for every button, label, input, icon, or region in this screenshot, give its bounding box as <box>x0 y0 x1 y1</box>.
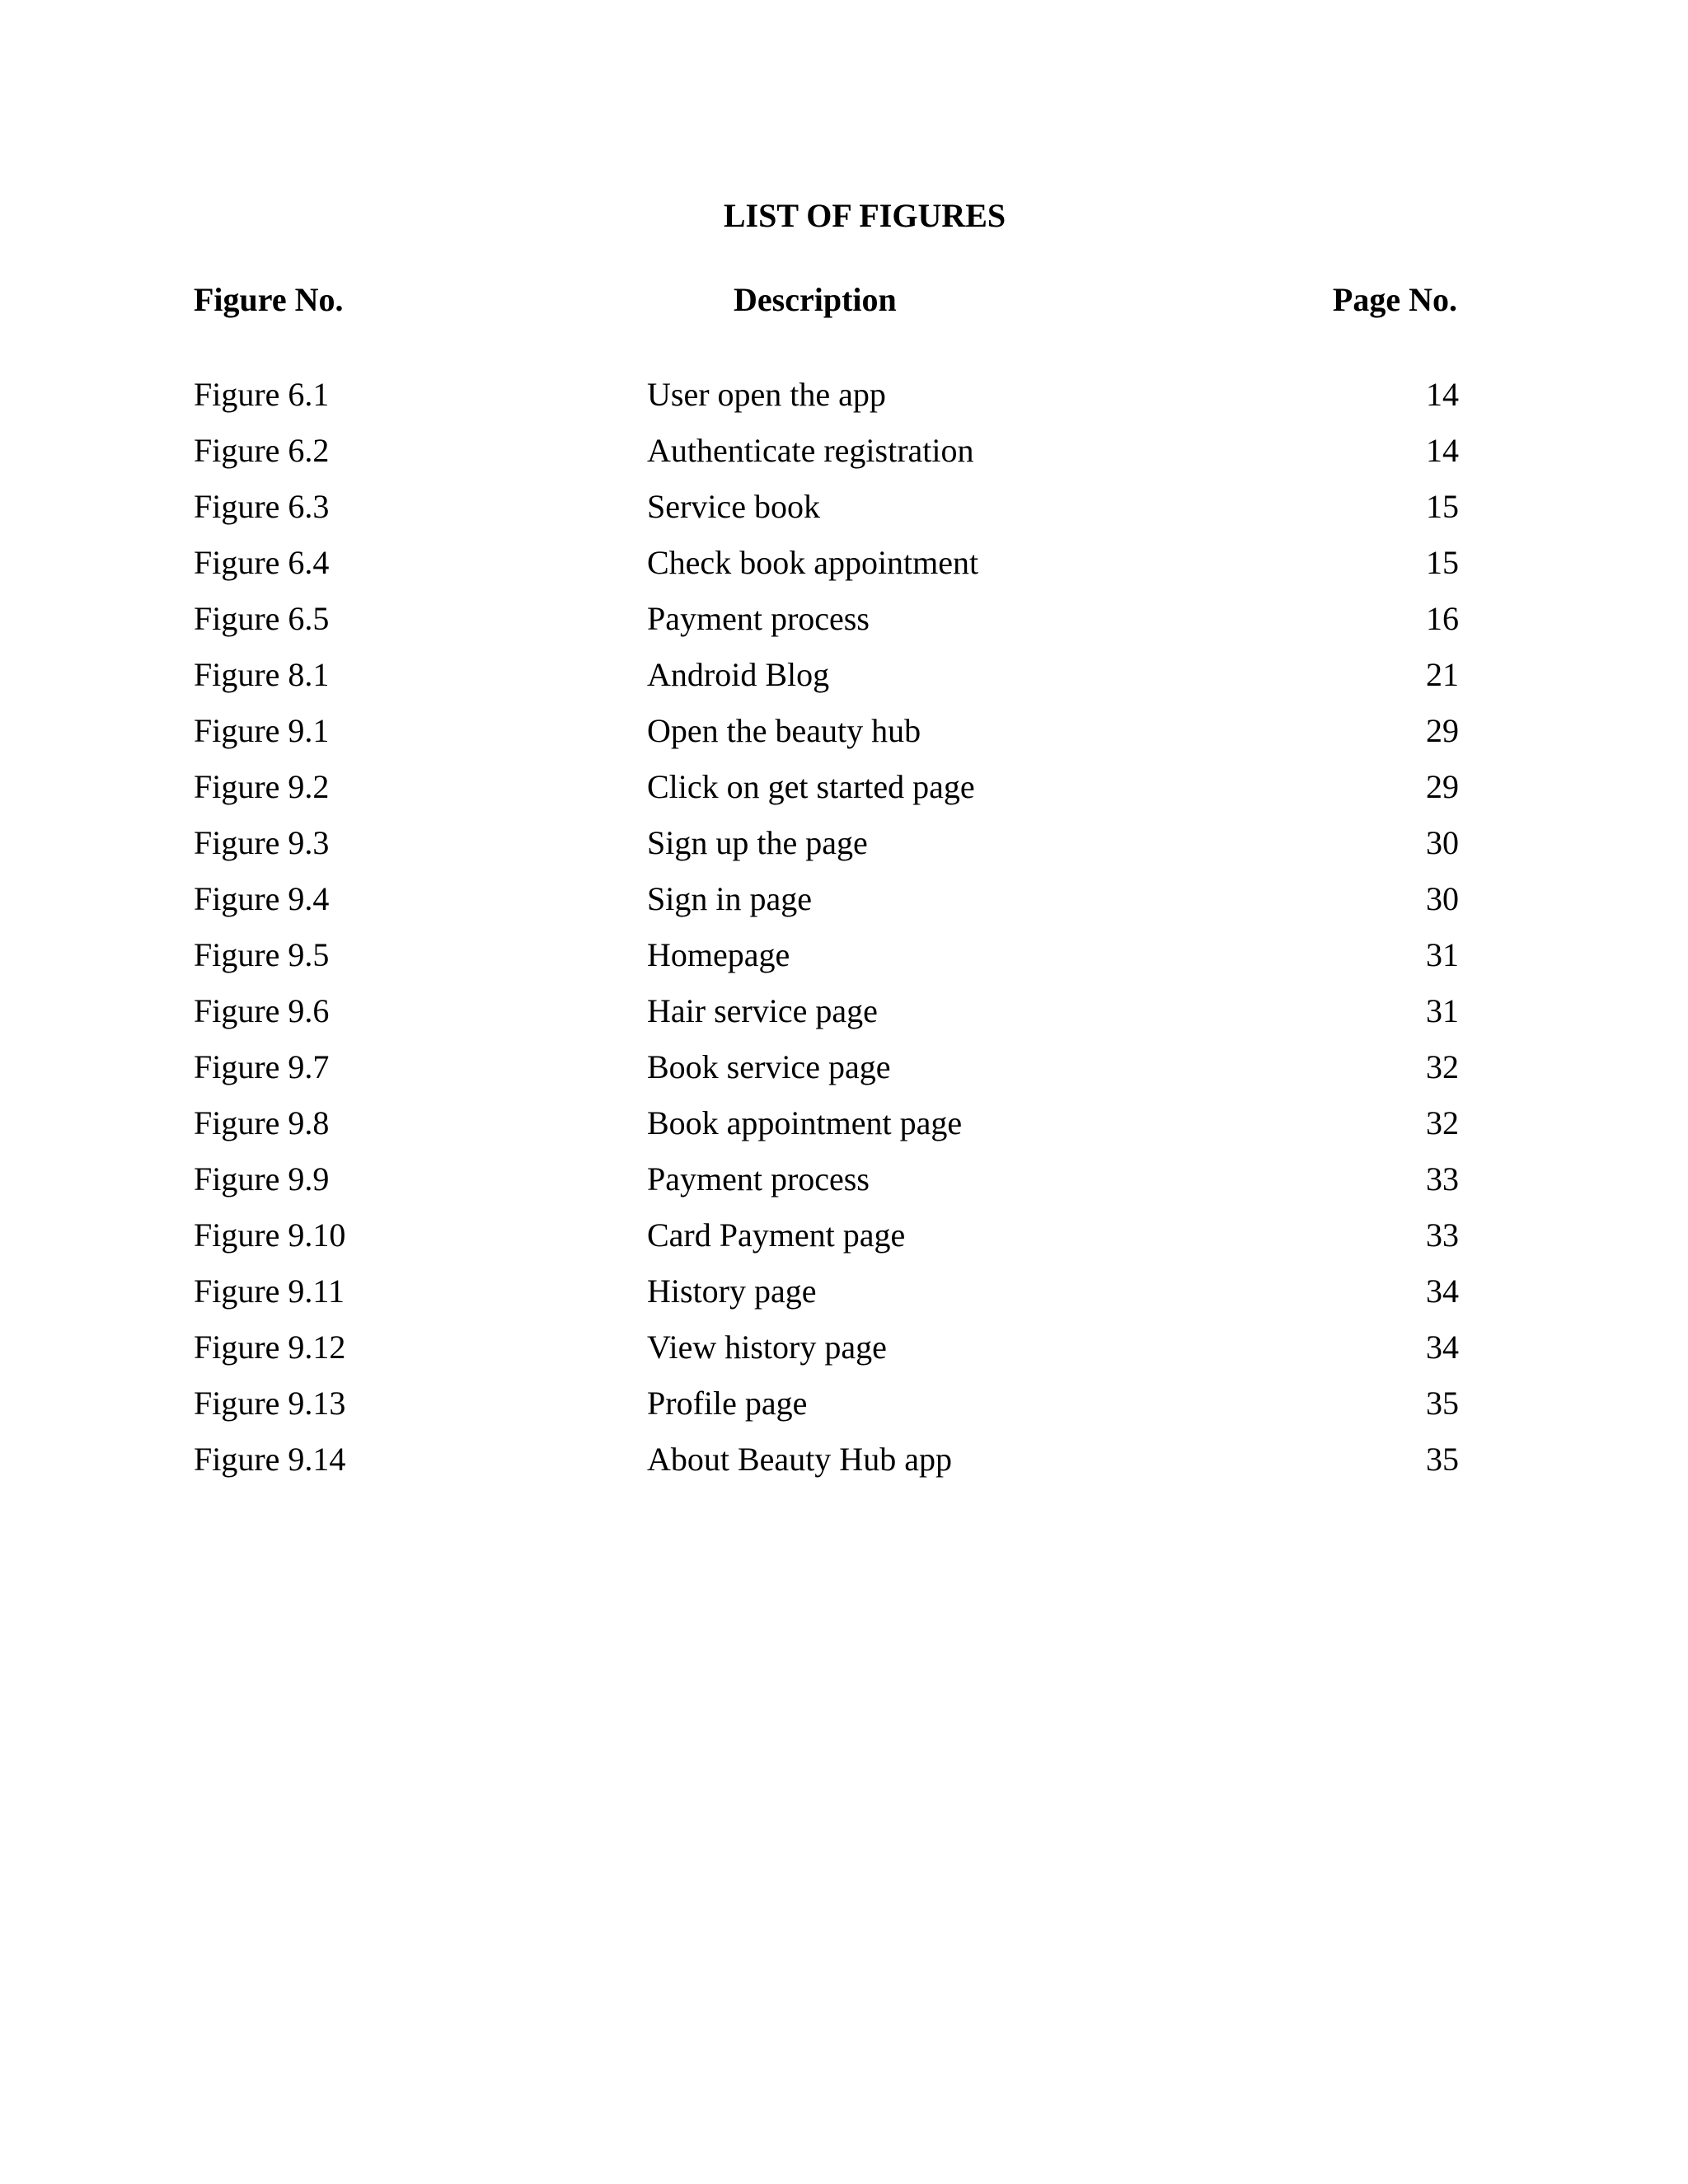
figure-description: Card Payment page <box>647 1216 906 1254</box>
figure-description: Android Blog <box>647 656 830 693</box>
list-item <box>0 1214 1688 1270</box>
page-number: 35 <box>1426 1441 1459 1478</box>
figure-number: Figure 9.3 <box>194 824 330 861</box>
page-number: 14 <box>1426 432 1459 469</box>
figure-number: Figure 9.14 <box>194 1441 346 1478</box>
figure-number: Figure 6.2 <box>194 432 330 469</box>
figure-description: Service book <box>647 488 820 525</box>
page-number: 31 <box>1426 992 1459 1029</box>
page-number: 15 <box>1426 488 1459 525</box>
figure-number: Figure 9.2 <box>194 768 330 805</box>
list-item <box>0 1382 1688 1438</box>
page-number: 33 <box>1426 1216 1459 1254</box>
figure-number: Figure 9.1 <box>194 712 330 749</box>
figure-number: Figure 9.4 <box>194 880 330 917</box>
figure-list <box>0 373 1688 1494</box>
figure-number: Figure 9.9 <box>194 1160 330 1197</box>
list-item <box>0 598 1688 654</box>
figure-description: Sign up the page <box>647 824 868 861</box>
figure-number: Figure 9.12 <box>194 1329 346 1366</box>
figure-number: Figure 9.7 <box>194 1048 330 1085</box>
figure-description: Book appointment page <box>647 1104 963 1141</box>
page-number: 35 <box>1426 1385 1459 1422</box>
list-item <box>0 485 1688 541</box>
figure-description: Profile page <box>647 1385 808 1422</box>
figure-number: Figure 8.1 <box>194 656 330 693</box>
figure-description: Hair service page <box>647 992 878 1029</box>
figure-number: Figure 9.11 <box>194 1272 345 1310</box>
list-item <box>0 1102 1688 1158</box>
figure-description: Book service page <box>647 1048 891 1085</box>
list-item <box>0 990 1688 1046</box>
list-item <box>0 878 1688 934</box>
figure-description: Open the beauty hub <box>647 712 921 749</box>
figure-number: Figure 9.5 <box>194 936 330 973</box>
page-number: 30 <box>1426 880 1459 917</box>
figure-description: User open the app <box>647 376 886 413</box>
figure-number: Figure 6.1 <box>194 376 330 413</box>
page-number: 30 <box>1426 824 1459 861</box>
header-description: Description <box>734 281 897 318</box>
page-number: 21 <box>1426 656 1459 693</box>
page-number: 14 <box>1426 376 1459 413</box>
list-item <box>0 429 1688 485</box>
page-number: 31 <box>1426 936 1459 973</box>
figure-description: History page <box>647 1272 817 1310</box>
figure-number: Figure 9.8 <box>194 1104 330 1141</box>
header-figure-no: Figure No. <box>194 281 344 318</box>
figure-description: Payment process <box>647 600 870 637</box>
page-number: 32 <box>1426 1048 1459 1085</box>
figure-description: Homepage <box>647 936 790 973</box>
list-item <box>0 1046 1688 1102</box>
list-item <box>0 541 1688 598</box>
list-item <box>0 654 1688 710</box>
list-item <box>0 1326 1688 1382</box>
list-item <box>0 1270 1688 1326</box>
page-number: 33 <box>1426 1160 1459 1197</box>
list-item <box>0 1438 1688 1494</box>
page-number: 29 <box>1426 712 1459 749</box>
figure-number: Figure 6.5 <box>194 600 330 637</box>
list-item <box>0 766 1688 822</box>
header-page-no: Page No. <box>1332 281 1457 318</box>
page-number: 34 <box>1426 1272 1459 1310</box>
page-number: 16 <box>1426 600 1459 637</box>
page-title: LIST OF FIGURES <box>723 197 1006 234</box>
page-number: 32 <box>1426 1104 1459 1141</box>
list-item <box>0 373 1688 429</box>
figure-description: Payment process <box>647 1160 870 1197</box>
list-item <box>0 1158 1688 1214</box>
figure-description: Check book appointment <box>647 544 979 581</box>
figure-number: Figure 6.4 <box>194 544 330 581</box>
figure-description: Sign in page <box>647 880 812 917</box>
figure-description: About Beauty Hub app <box>647 1441 952 1478</box>
figure-description: Click on get started page <box>647 768 975 805</box>
figure-number: Figure 9.6 <box>194 992 330 1029</box>
figure-number: Figure 9.13 <box>194 1385 346 1422</box>
figure-description: Authenticate registration <box>647 432 974 469</box>
page-number: 34 <box>1426 1329 1459 1366</box>
list-item <box>0 710 1688 766</box>
figure-number: Figure 9.10 <box>194 1216 346 1254</box>
list-item <box>0 822 1688 878</box>
page-number: 29 <box>1426 768 1459 805</box>
list-item <box>0 934 1688 990</box>
page-number: 15 <box>1426 544 1459 581</box>
figure-number: Figure 6.3 <box>194 488 330 525</box>
figure-description: View history page <box>647 1329 887 1366</box>
